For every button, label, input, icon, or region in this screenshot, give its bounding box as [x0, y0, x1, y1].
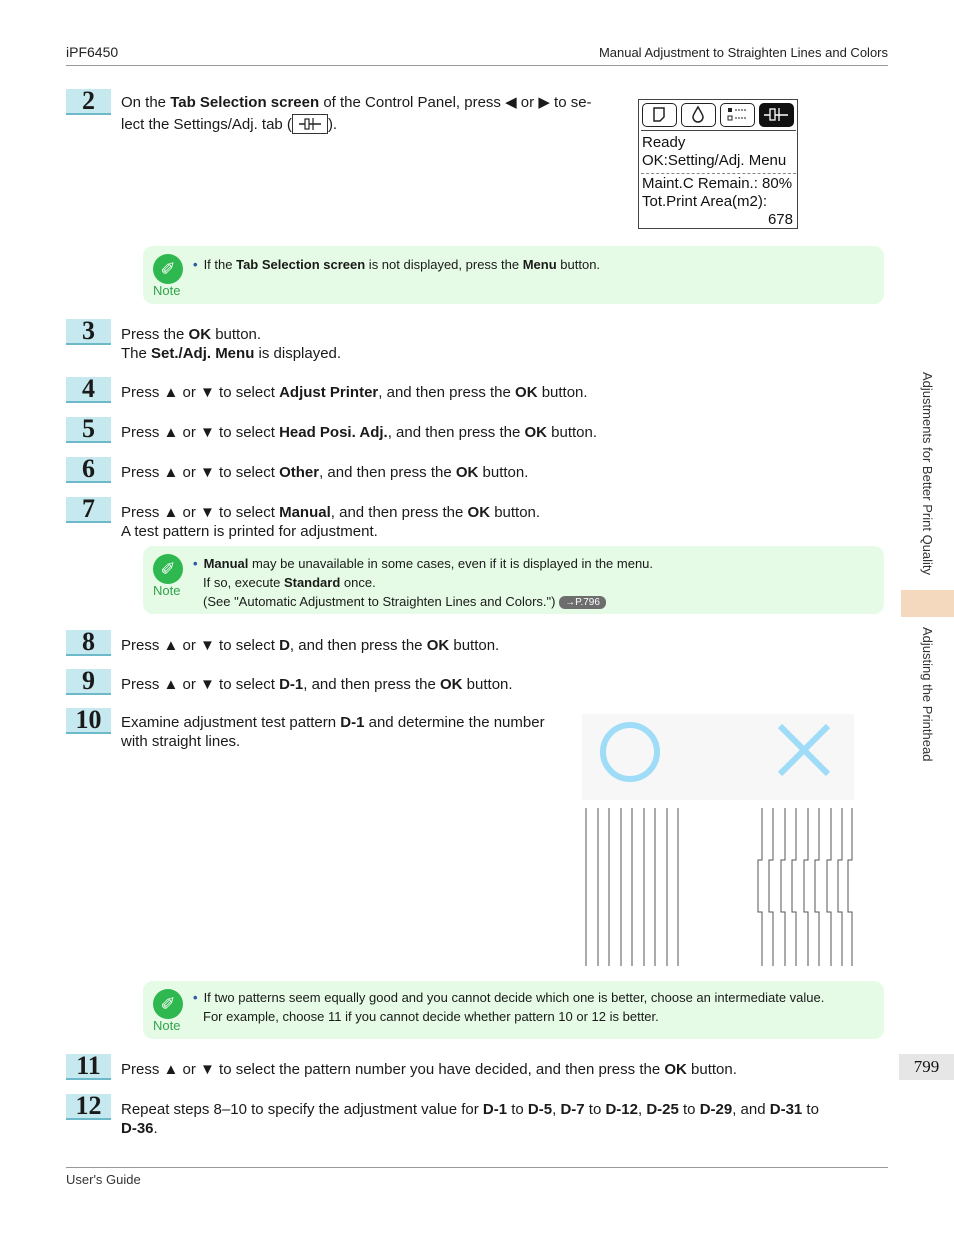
- ink-tab-icon: [681, 103, 716, 127]
- note-pencil-icon: ✐: [153, 989, 183, 1019]
- bullet-icon: •: [193, 556, 198, 571]
- sidebar-active-marker: [901, 590, 954, 617]
- step-number-12: 12: [66, 1094, 111, 1120]
- step-number-5: 5: [66, 417, 111, 443]
- panel-tabs: [639, 100, 797, 130]
- step-number-10: 10: [66, 708, 111, 734]
- step-10-text: Examine adjustment test pattern D-1 and determine the number with straight lines.: [121, 714, 545, 750]
- step-number-11: 11: [66, 1054, 111, 1080]
- note-pencil-icon: ✐: [153, 554, 183, 584]
- step-number-8: 8: [66, 630, 111, 656]
- step-2-text: On the Tab Selection screen of the Control Panel, press ◀ or ▶ to se- lect the Settings/Adj. tab ( ).: [121, 94, 592, 133]
- note-2-text: • Manual may be unavailable in some cases, even if it is displayed in the menu. If so, execute Standard once. (See "Automatic Adjustment to Straighten Lines and Colors.") →P.796: [193, 556, 654, 609]
- panel-separator: [641, 130, 796, 131]
- bullet-icon: •: [193, 257, 198, 272]
- straight-lines-pattern: [586, 808, 678, 966]
- settings-adj-tab-icon: [292, 114, 328, 134]
- step-3-text: Press the OK button. The Set./Adj. Menu is displayed.: [121, 326, 342, 362]
- step-number-3: 3: [66, 319, 111, 345]
- step-9-text: Press ▲ or ▼ to select D-1, and then press the OK button.: [121, 676, 513, 693]
- step-6-text: Press ▲ or ▼ to select Other, and then press the OK button.: [121, 464, 529, 481]
- test-pattern-illustration: [582, 714, 854, 970]
- panel-menu-hint: OK:Setting/Adj. Menu: [642, 152, 787, 169]
- note-box-3: [143, 981, 884, 1039]
- right-arrow-icon: ▶: [538, 94, 550, 111]
- footer-rule: [66, 1167, 888, 1168]
- left-arrow-icon: ◀: [505, 94, 517, 111]
- step-5-text: Press ▲ or ▼ to select Head Posi. Adj., and then press the OK button.: [121, 424, 598, 441]
- note-label: Note: [153, 583, 181, 598]
- misaligned-lines-pattern: [758, 808, 852, 966]
- note-box-2: [143, 546, 884, 614]
- panel-status: Ready: [642, 134, 686, 151]
- paper-tab-icon: [642, 103, 677, 127]
- note-pencil-icon: ✐: [153, 254, 183, 284]
- step-number-4: 4: [66, 377, 111, 403]
- step-number-7: 7: [66, 497, 111, 523]
- step-12-text: Repeat steps 8–10 to specify the adjustment value for D-1 to D-5, D-7 to D-12, D-25 to D-29, and D-31 to D-36.: [121, 1101, 819, 1137]
- step-number-9: 9: [66, 669, 111, 695]
- sidebar-subsection-label[interactable]: Adjusting the Printhead: [920, 627, 935, 762]
- panel-print-area-label: Tot.Print Area(m2):: [642, 193, 768, 210]
- step-number-6: 6: [66, 457, 111, 483]
- footer-text: User's Guide: [66, 1172, 141, 1187]
- header-title: Manual Adjustment to Straighten Lines and Colors: [598, 45, 888, 60]
- sidebar-section-label[interactable]: Adjustments for Better Print Quality: [920, 372, 935, 576]
- step-7-text: Press ▲ or ▼ to select Manual, and then press the OK button. A test pattern is printed for adjustment.: [121, 504, 541, 540]
- note-label: Note: [153, 283, 181, 298]
- control-panel-display: [638, 99, 798, 229]
- page-reference-link[interactable]: →P.796: [559, 596, 606, 609]
- panel-maint-remain: Maint.C Remain.: 80%: [642, 175, 793, 192]
- settings-tab-icon: [759, 103, 794, 127]
- note-3-text: • If two patterns seem equally good and you cannot decide which one is better, choose an intermediate value. For example, choose 11 if you cannot decide whether pattern 10 or 12 is better.: [193, 990, 825, 1024]
- step-number-2: 2: [66, 89, 111, 115]
- step-8-text: Press ▲ or ▼ to select D, and then press the OK button.: [121, 637, 500, 654]
- bullet-icon: •: [193, 990, 198, 1005]
- step-4-text: Press ▲ or ▼ to select Adjust Printer, and then press the OK button.: [121, 384, 588, 401]
- step-11-text: Press ▲ or ▼ to select the pattern number you have decided, and then press the OK button.: [121, 1061, 737, 1078]
- panel-print-area-value: 678: [767, 211, 793, 228]
- note-label: Note: [153, 1018, 181, 1033]
- panel-dashed-separator: [641, 173, 796, 174]
- note-box-1: [143, 246, 884, 304]
- header-rule: [66, 65, 888, 66]
- job-tab-icon: [720, 103, 755, 127]
- page-number: 799: [899, 1054, 954, 1080]
- header-product: iPF6450: [66, 44, 119, 60]
- note-1-text: • If the Tab Selection screen is not displayed, press the Menu button.: [193, 257, 601, 272]
